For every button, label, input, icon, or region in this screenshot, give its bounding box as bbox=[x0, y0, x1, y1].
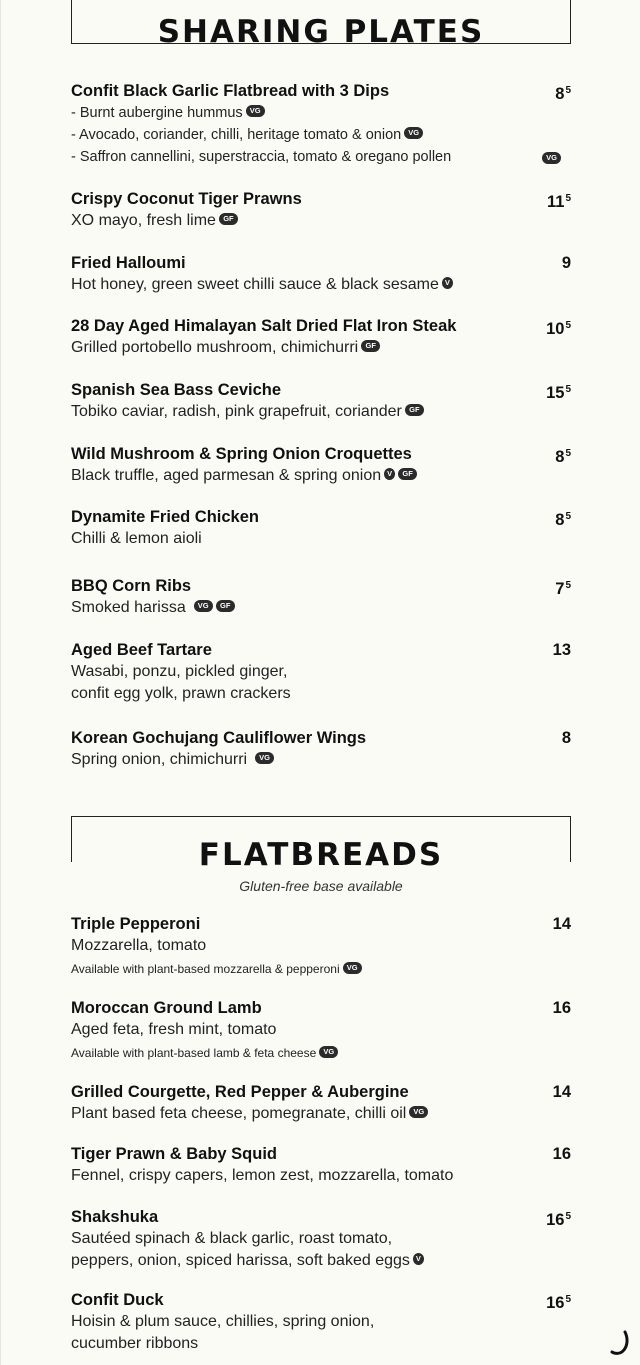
item-description: Hot honey, green sweet chilli sauce & black sesame V bbox=[71, 274, 571, 296]
vegan-badge-icon: VG bbox=[343, 962, 362, 974]
menu-item bbox=[71, 188, 571, 232]
vegan-badge-icon: VG bbox=[255, 752, 274, 764]
item-description: Hoisin & plum sauce, chillies, spring onion, bbox=[71, 1313, 375, 1330]
item-description: Tobiko caviar, radish, pink grapefruit, coriander GF bbox=[71, 401, 571, 423]
dip-line: - Saffron cannellini, superstraccia, tomato & oregano pollen VG bbox=[71, 146, 571, 168]
item-description: confit egg yolk, prawn crackers bbox=[71, 685, 291, 702]
menu-item bbox=[71, 443, 571, 487]
item-name: Spanish Sea Bass Ceviche bbox=[71, 381, 282, 399]
item-note: Available with plant-based lamb & feta cheese VG bbox=[71, 1043, 571, 1063]
item-price: $16^5$ bbox=[546, 1294, 571, 1312]
item-name: BBQ Corn Ribs bbox=[71, 577, 192, 595]
item-price: $7^5$ bbox=[555, 580, 571, 598]
item-name: Grilled Courgette, Red Pepper & Aubergine bbox=[71, 1083, 409, 1101]
vegetarian-badge-icon: V bbox=[413, 1253, 424, 1265]
vegan-badge-icon: VG bbox=[194, 600, 213, 612]
item-description: Aged feta, fresh mint, tomato bbox=[71, 1021, 277, 1038]
vegan-badge-icon: VG bbox=[542, 152, 561, 164]
menu-item bbox=[71, 315, 571, 359]
item-price: 14 bbox=[552, 1083, 571, 1101]
gluten-free-badge-icon: GF bbox=[361, 340, 380, 352]
item-description: Wasabi, ponzu, pickled ginger, bbox=[71, 663, 288, 680]
menu-item bbox=[71, 639, 571, 705]
item-description: Fennel, crispy capers, lemon zest, mozzarella, tomato bbox=[71, 1167, 454, 1184]
item-price: $8^5$ bbox=[555, 85, 571, 103]
item-description: peppers, onion, spiced harissa, soft baked eggs V bbox=[71, 1250, 571, 1272]
item-price: 9 bbox=[561, 254, 571, 272]
menu-item bbox=[71, 575, 571, 619]
item-name: Crispy Coconut Tiger Prawns bbox=[71, 190, 302, 208]
item-price: 8 bbox=[561, 729, 571, 747]
gluten-free-badge-icon: GF bbox=[398, 468, 417, 480]
menu-item bbox=[71, 727, 571, 771]
item-name: Aged Beef Tartare bbox=[71, 641, 212, 659]
item-price: 14 bbox=[552, 915, 571, 933]
gluten-free-badge-icon: GF bbox=[405, 404, 424, 416]
item-name: Moroccan Ground Lamb bbox=[71, 999, 262, 1017]
vegetarian-badge-icon: V bbox=[442, 277, 453, 289]
item-description: Black truffle, aged parmesan & spring onion V GF bbox=[71, 465, 571, 487]
item-price: $11^5$ bbox=[546, 193, 571, 211]
item-name: Dynamite Fried Chicken bbox=[71, 508, 259, 526]
item-description: cucumber ribbons bbox=[71, 1335, 199, 1352]
item-price: 16 bbox=[552, 1145, 571, 1163]
section-subtitle: Gluten-free base available bbox=[239, 878, 403, 894]
vegan-badge-icon: VG bbox=[409, 1106, 428, 1118]
menu-item bbox=[71, 1143, 571, 1187]
menu-item bbox=[71, 1081, 571, 1125]
section-header-sharing bbox=[71, 0, 571, 50]
menu-item bbox=[71, 1289, 571, 1355]
section-header-flatbreads bbox=[71, 816, 571, 873]
item-description: Plant based feta cheese, pomegranate, chilli oil VG bbox=[71, 1103, 571, 1125]
item-description: Mozzarella, tomato bbox=[71, 937, 207, 954]
item-description: Smoked harissa VG GF bbox=[71, 597, 571, 619]
item-description: Grilled portobello mushroom, chimichurri GF bbox=[71, 337, 571, 359]
item-note: Available with plant-based mozzarella & pepperoni VG bbox=[71, 959, 571, 979]
section-title: FLATBREADS bbox=[198, 837, 444, 873]
item-price: $8^5$ bbox=[555, 448, 571, 466]
item-name: Confit Duck bbox=[71, 1291, 164, 1309]
item-name: Shakshuka bbox=[71, 1208, 159, 1226]
menu-item bbox=[71, 80, 571, 168]
item-name: 28 Day Aged Himalayan Salt Dried Flat Iron Steak bbox=[71, 317, 457, 335]
menu-item bbox=[71, 997, 571, 1063]
gluten-free-badge-icon: GF bbox=[219, 213, 238, 225]
item-name: Wild Mushroom & Spring Onion Croquettes bbox=[71, 445, 412, 463]
item-name: Confit Black Garlic Flatbread with 3 Dips bbox=[71, 82, 390, 100]
item-description: Spring onion, chimichurri VG bbox=[71, 749, 571, 771]
item-name: Triple Pepperoni bbox=[71, 915, 201, 933]
menu-item bbox=[71, 506, 571, 550]
menu-item bbox=[71, 252, 571, 296]
menu-item bbox=[71, 913, 571, 979]
item-name: Fried Halloumi bbox=[71, 254, 186, 272]
gluten-free-badge-icon: GF bbox=[216, 600, 235, 612]
dip-line: - Burnt aubergine hummus VG bbox=[71, 102, 571, 124]
swipe-hand-icon[interactable] bbox=[609, 1330, 631, 1356]
item-price: $16^5$ bbox=[546, 1211, 571, 1229]
item-price: $10^5$ bbox=[546, 320, 571, 338]
dip-line: - Avocado, coriander, chilli, heritage tomato & onion VG bbox=[71, 124, 571, 146]
vegan-badge-icon: VG bbox=[404, 127, 423, 139]
item-name: Tiger Prawn & Baby Squid bbox=[71, 1145, 277, 1163]
vegan-badge-icon: VG bbox=[246, 105, 265, 117]
item-name: Korean Gochujang Cauliflower Wings bbox=[71, 729, 367, 747]
item-description: XO mayo, fresh lime GF bbox=[71, 210, 571, 232]
item-price: 16 bbox=[552, 999, 571, 1017]
menu-item bbox=[71, 379, 571, 423]
item-description: Chilli & lemon aioli bbox=[71, 530, 202, 547]
vegetarian-badge-icon: V bbox=[384, 468, 395, 480]
item-price: 13 bbox=[552, 641, 571, 659]
item-description: Sautéed spinach & black garlic, roast tomato, bbox=[71, 1230, 393, 1247]
vegan-badge-icon: VG bbox=[319, 1046, 338, 1058]
menu-item bbox=[71, 1206, 571, 1272]
item-price: $8^5$ bbox=[555, 511, 571, 529]
item-price: $15^5$ bbox=[546, 384, 571, 402]
section-title: SHARING PLATES bbox=[157, 14, 485, 50]
